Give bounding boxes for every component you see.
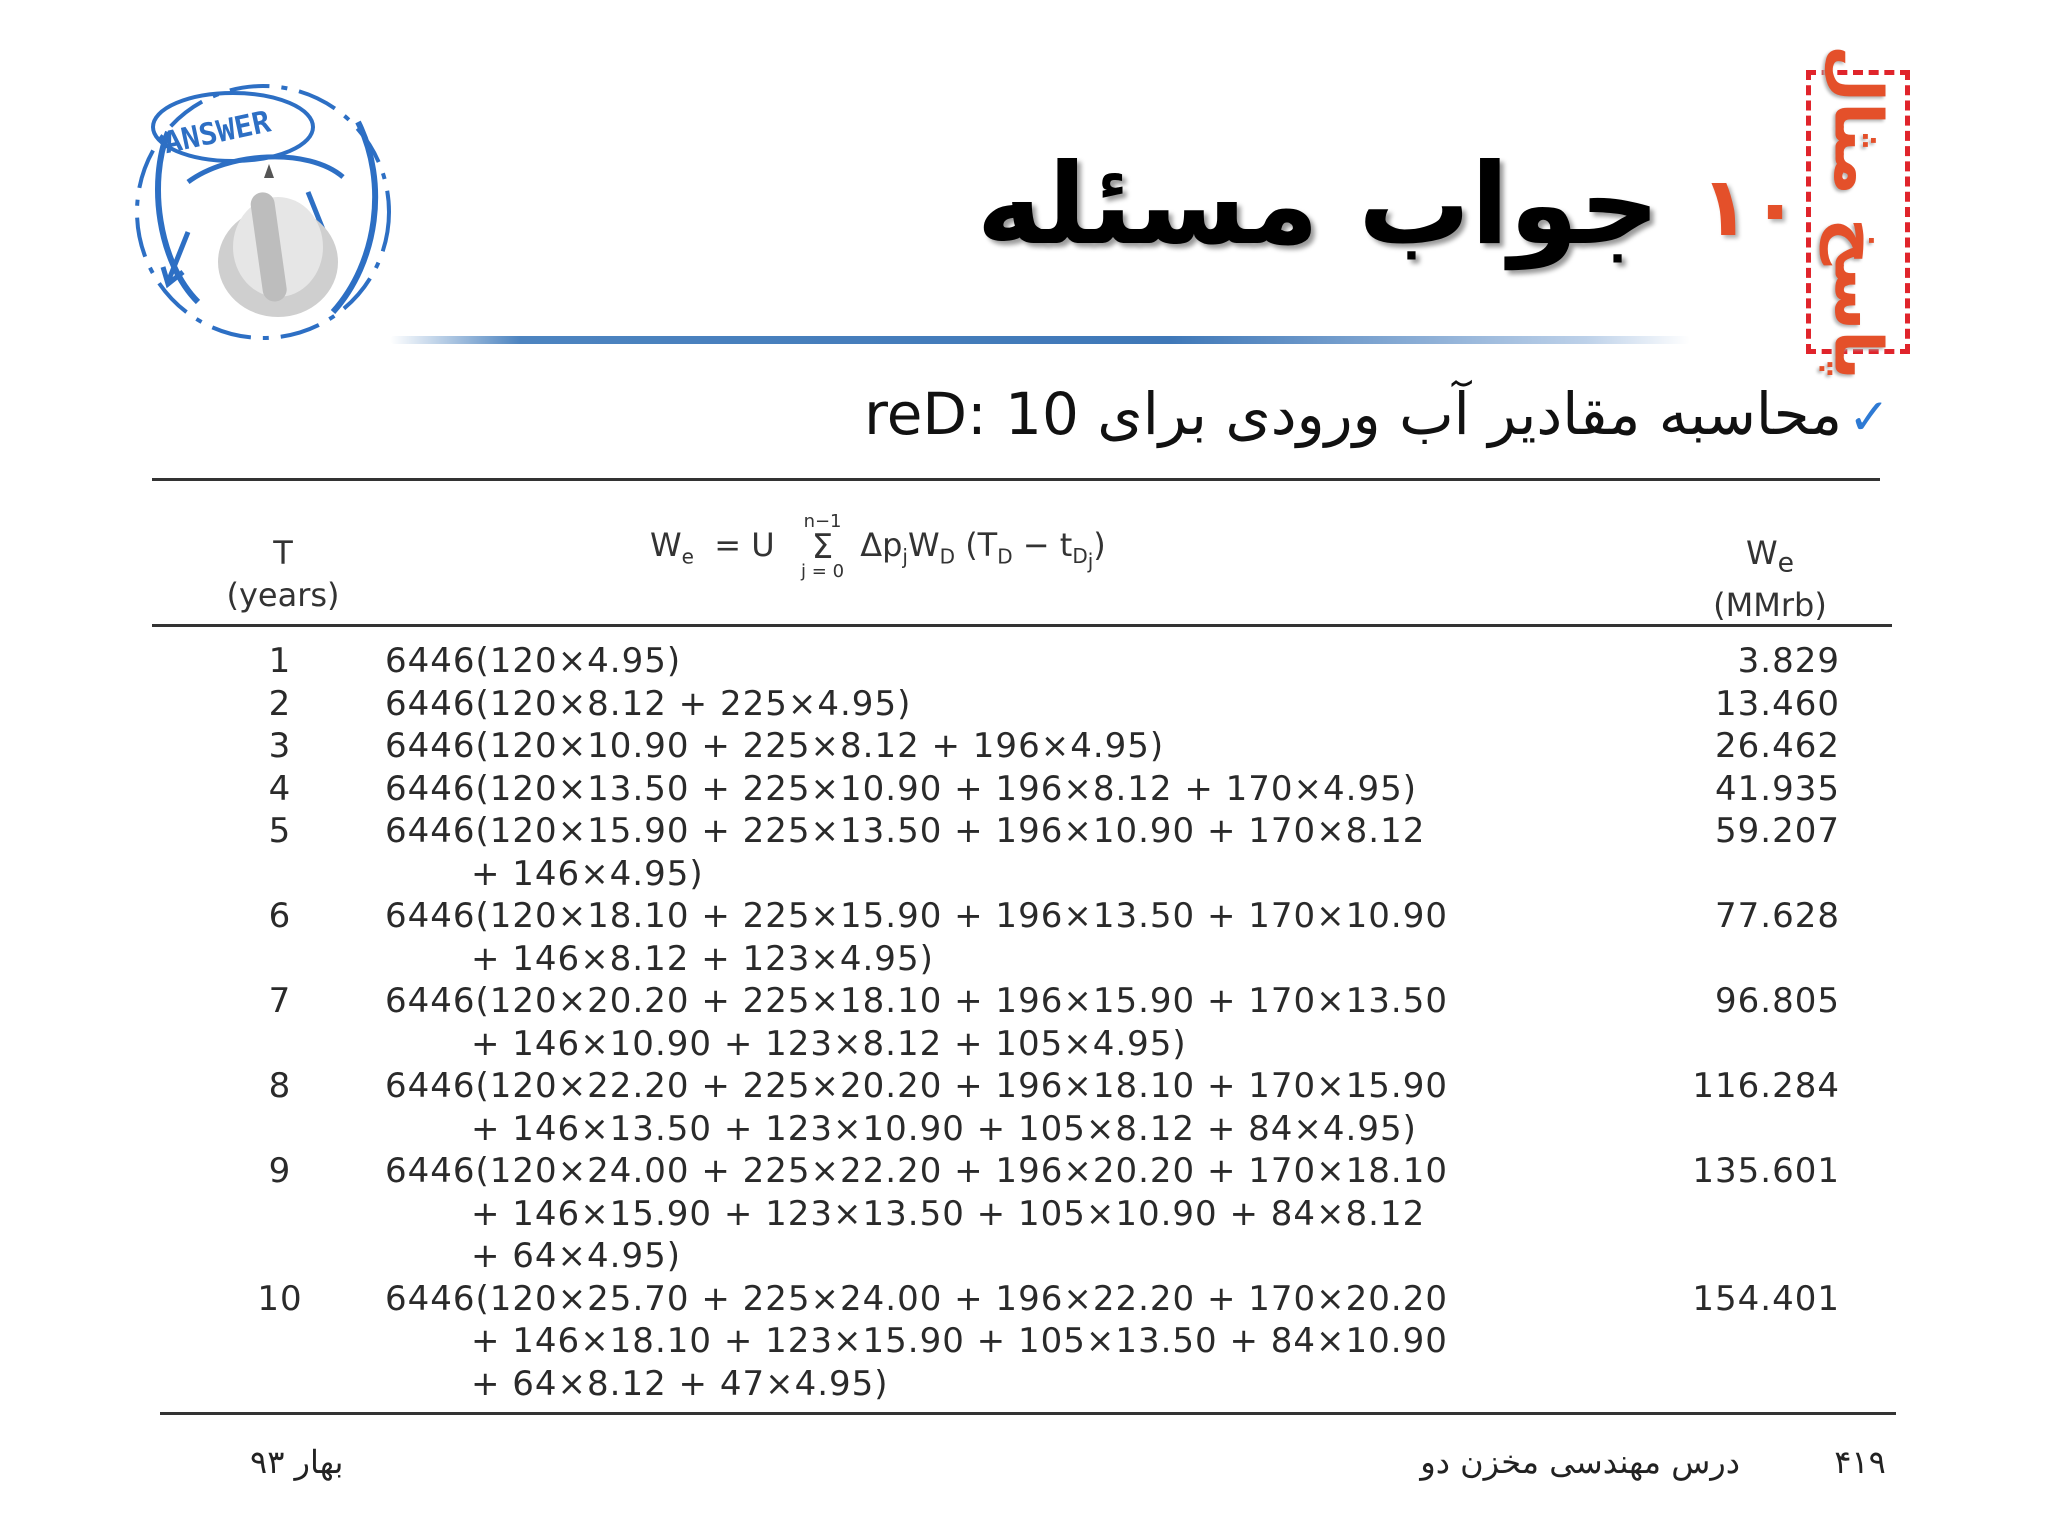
column-header-formula: $W_e = U$ n−1 Σ j = 0 $\Delta p_jW_D$ $(T_D - t_{D_j})$ [650, 511, 1106, 582]
table-top-rule [152, 478, 1880, 481]
formula-line: 6446(120×8.12 + 225×4.95) [385, 683, 912, 724]
cell-formula [385, 1065, 1625, 1150]
formula-line: + 146×18.10 + 123×15.90 + 105×13.50 + 84×10.90 [471, 1321, 1448, 1361]
table-row [0, 768, 2048, 811]
cell-year: 5 [268, 811, 292, 851]
cell-water-influx: 3.829 [1737, 641, 1840, 681]
formula-line: 6446(120×10.90 + 225×8.12 + 196×4.95) [385, 726, 1165, 766]
cell-water-influx: 59.207 [1715, 811, 1840, 851]
checkmark-icon: ✓ [1848, 388, 1890, 446]
cell-formula [385, 768, 1625, 811]
table-row [0, 810, 2048, 895]
cell-water-influx: 116.284 [1692, 1066, 1840, 1106]
page-number: ۴۱۹ [1834, 1443, 1886, 1481]
cell-year: 8 [268, 1066, 292, 1106]
column-header-t-unit: (years) [226, 576, 340, 614]
cell-water-influx: 41.935 [1715, 768, 1840, 809]
subheading-latin: reD: 10 [864, 380, 1079, 448]
table-row [0, 895, 2048, 980]
formula-line: + 146×4.95) [471, 853, 704, 894]
cell-formula [385, 895, 1625, 980]
footer-season: بهار ۹۳ [250, 1443, 344, 1481]
table-bottom-rule [160, 1412, 1896, 1415]
formula-line: + 64×4.95) [471, 1236, 682, 1276]
subheading [700, 372, 1890, 459]
cell-year: 7 [268, 981, 292, 1021]
cell-year: 1 [268, 641, 292, 681]
sigma-symbol: n−1 Σ j = 0 [801, 511, 845, 582]
cell-year: 3 [268, 726, 292, 766]
cell-year: 2 [268, 683, 292, 724]
example-answer-label: پاسخ مثال [1819, 44, 1897, 380]
cell-formula [385, 683, 1625, 726]
table-row [0, 1278, 2048, 1406]
table-row [0, 683, 2048, 726]
cell-formula [385, 980, 1625, 1065]
formula-line: 6446(120×15.90 + 225×13.50 + 196×10.90 + 170×8.12 [385, 811, 1426, 851]
example-answer-box [1806, 44, 1910, 380]
cell-year: 6 [268, 896, 292, 936]
formula-line: 6446(120×4.95) [385, 641, 682, 681]
formula-line: + 146×8.12 + 123×4.95) [471, 938, 934, 979]
cell-water-influx: 96.805 [1715, 981, 1840, 1021]
logo-text: ANSWER [160, 104, 274, 162]
answer-logo [128, 72, 398, 352]
column-header-t [208, 532, 358, 616]
footer-course: درس مهندسی مخزن دو [1420, 1443, 1740, 1481]
cell-year: 10 [257, 1278, 303, 1319]
table-header-rule [152, 624, 1892, 627]
formula-line: + 64×8.12 + 47×4.95) [471, 1363, 889, 1404]
formula-line: + 146×15.90 + 123×13.50 + 105×10.90 + 84×8.12 [471, 1193, 1426, 1234]
formula-line: + 146×13.50 + 123×10.90 + 105×8.12 + 84×4.95) [471, 1108, 1417, 1149]
cell-formula [385, 640, 1625, 683]
formula-line: 6446(120×24.00 + 225×22.20 + 196×20.20 + 170×18.10 [385, 1151, 1448, 1191]
formula-line: 6446(120×13.50 + 225×10.90 + 196×8.12 + 170×4.95) [385, 768, 1417, 809]
formula-line: 6446(120×18.10 + 225×15.90 + 196×13.50 + 170×10.90 [385, 896, 1448, 936]
column-header-we [1680, 532, 1860, 626]
cell-formula [385, 725, 1625, 768]
cell-water-influx: 154.401 [1692, 1278, 1840, 1319]
table-row [0, 1065, 2048, 1150]
formula-line: 6446(120×22.20 + 225×20.20 + 196×18.10 + 170×15.90 [385, 1066, 1448, 1106]
cell-water-influx: 77.628 [1715, 896, 1840, 936]
formula-line: 6446(120×25.70 + 225×24.00 + 196×22.20 + 170×20.20 [385, 1278, 1448, 1319]
example-number: ۱۰ [1700, 160, 1801, 255]
formula-line: 6446(120×20.20 + 225×18.10 + 196×15.90 + 170×13.50 [385, 981, 1448, 1021]
table-row [0, 725, 2048, 768]
column-header-we-label: $W_e$ [1745, 534, 1795, 579]
cell-year: 4 [268, 768, 292, 809]
formula-line: + 146×10.90 + 123×8.12 + 105×4.95) [471, 1023, 1187, 1064]
page-title: جواب مسئله [976, 140, 1660, 270]
cell-formula [385, 1150, 1625, 1278]
cell-formula [385, 810, 1625, 895]
column-header-t-label: T [273, 534, 293, 572]
cell-water-influx: 26.462 [1715, 726, 1840, 766]
cell-formula [385, 1278, 1625, 1406]
cell-water-influx: 135.601 [1692, 1151, 1840, 1191]
table-row [0, 980, 2048, 1065]
column-header-we-unit: (MMrb) [1713, 586, 1827, 625]
title-underline [390, 336, 1690, 344]
subheading-text: محاسبه مقادیر آب ورودی برای [1097, 380, 1843, 448]
table-row [0, 640, 2048, 683]
cell-year: 9 [268, 1151, 292, 1191]
table-row [0, 1150, 2048, 1278]
cell-water-influx: 13.460 [1715, 683, 1840, 724]
table-body [0, 640, 2048, 1405]
